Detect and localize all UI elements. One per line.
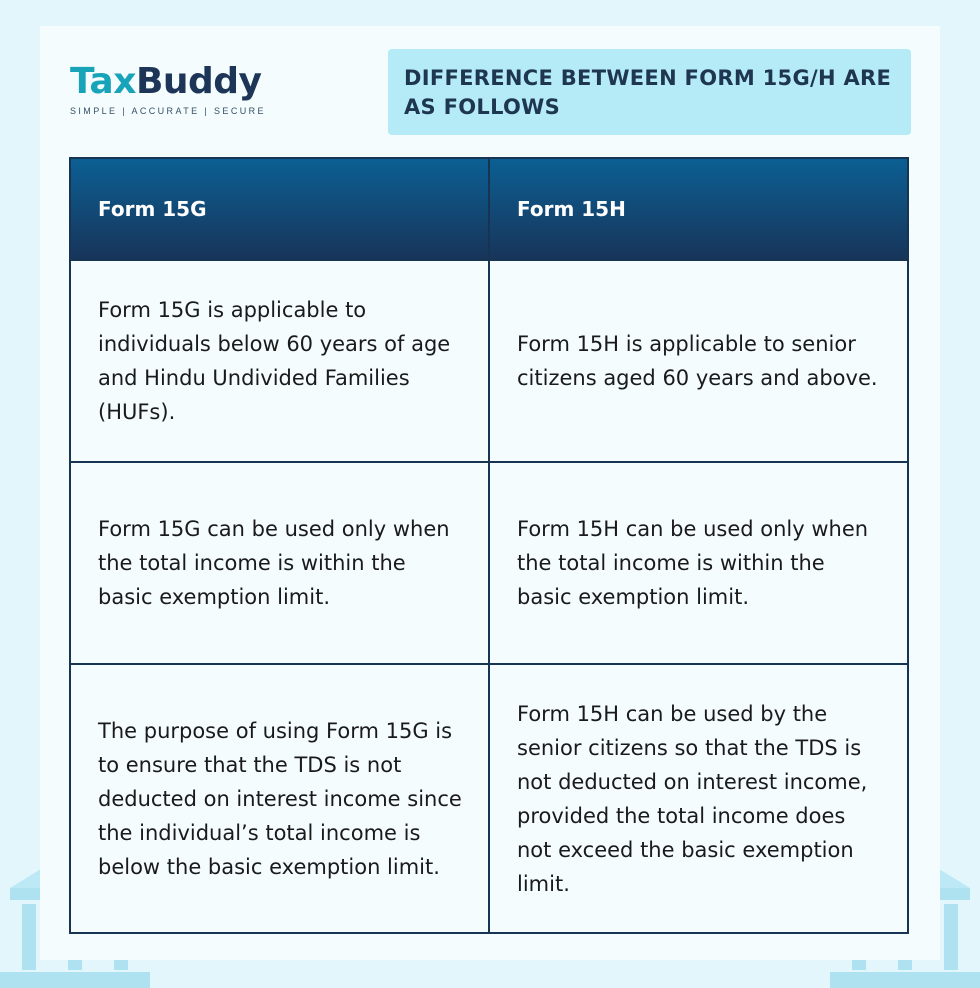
table-cell: Form 15H can be used only when the total income is within the basic exemption limit. [489,462,908,664]
table-cell: Form 15G is applicable to individuals below 60 years of age and Hindu Undivided Families (HUFs). [70,260,489,462]
heading-box [388,49,911,135]
table-row [70,260,908,462]
page-title: DIFFERENCE BETWEEN FORM 15G/H ARE AS FOLLOWS [404,66,892,119]
logo-tagline: SIMPLE | ACCURATE | SECURE [70,106,266,116]
table-header-row [70,158,908,260]
logo-text-tax: Tax [70,61,136,102]
table-cell: Form 15H can be used by the senior citizens so that the TDS is not deducted on interest income, provided the total income does not exceed the basic exemption limit. [489,664,908,933]
table-row [70,664,908,933]
header-form-15h: Form 15H [489,158,908,260]
table-cell: Form 15H is applicable to senior citizens aged 60 years and above. [489,260,908,462]
table-row [70,462,908,664]
table-cell: The purpose of using Form 15G is to ensure that the TDS is not deducted on interest income since the individual’s total income is below the basic exemption limit. [70,664,489,933]
logo-text-buddy: Buddy [135,61,262,102]
header-form-15g: Form 15G [70,158,489,260]
comparison-table [69,157,909,934]
logo-wordmark [70,61,266,102]
taxbuddy-logo [70,61,266,116]
table-cell: Form 15G can be used only when the total income is within the basic exemption limit. [70,462,489,664]
content-card [40,26,940,960]
